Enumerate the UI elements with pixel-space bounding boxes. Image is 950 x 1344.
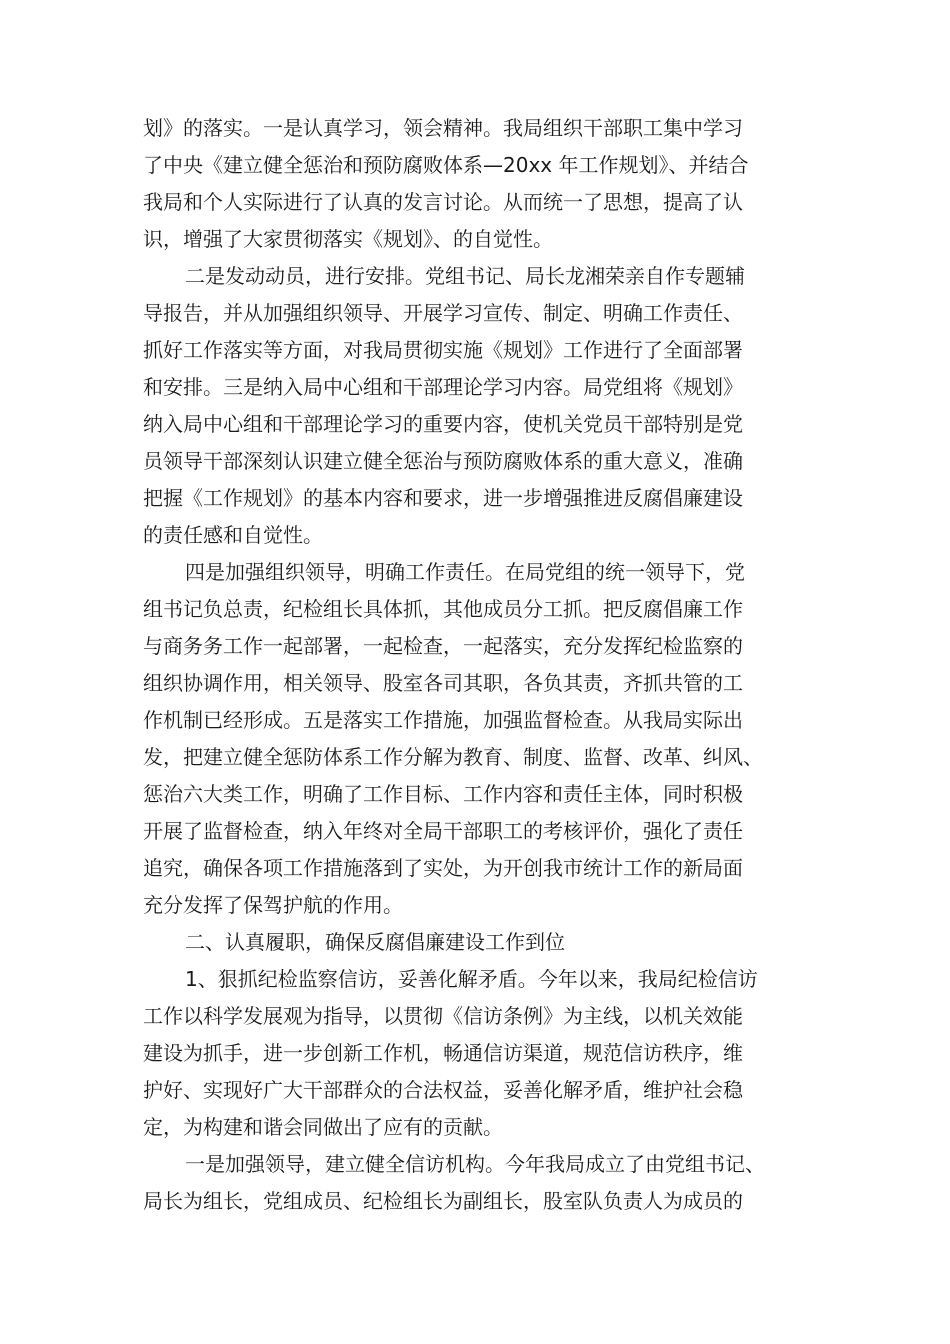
text-line: 导报告，并从加强组织领导、开展学习宣传、制定、明确工作责任、 [143,301,743,325]
text-line: 发，把建立健全惩防体系工作分解为教育、制度、监督、改革、纠风、 [143,745,763,769]
text-line: 一是加强领导，建立健全信访机构。今年我局成立了由党组书记、 [185,1152,765,1176]
text-line: 和安排。三是纳入局中心组和干部理论学习内容。局党组将《规划》 [143,375,743,399]
text-line: 员领导干部深刻认识建立健全惩治与预防腐败体系的重大意义，准确 [143,449,743,473]
text-line: 作机制已经形成。五是落实工作措施，加强监督检查。从我局实际出 [143,708,743,732]
text-line: 的责任感和自觉性。 [143,523,323,547]
text-line: 把握《工作规划》的基本内容和要求，进一步增强推进反腐倡廉建设 [143,486,743,510]
text-line: 建设为抓手，进一步创新工作机，畅通信访渠道，规范信访秩序，维 [143,1041,743,1065]
text-line: 追究，确保各项工作措施落到了实处，为开创我市统计工作的新局面 [143,856,743,880]
text-line: 护好、实现好广大干部群众的合法权益，妥善化解矛盾，维护社会稳 [143,1078,743,1102]
text-line: 纳入局中心组和干部理论学习的重要内容，使机关党员干部特别是党 [143,412,743,436]
text-line: 开展了监督检查，纳入年终对全局干部职工的考核评价，强化了责任 [143,819,743,843]
text-line: 二是发动动员，进行安排。党组书记、局长龙湘荣亲自作专题辅 [185,264,745,288]
text-line: 1、狠抓纪检监察信访，妥善化解矛盾。今年以来，我局纪检信访 [185,967,758,991]
text-line: 惩治六大类工作，明确了工作目标、工作内容和责任主体，同时积极 [143,782,743,806]
text-line: 组书记负总责，纪检组长具体抓，其他成员分工抓。把反腐倡廉工作 [143,597,743,621]
document-body [143,110,813,1220]
text-line: 组织协调作用，相关领导、股室各司其职，各负其责，齐抓共管的工 [143,671,743,695]
text-line: 划》的落实。一是认真学习，领会精神。我局组织干部职工集中学习 [143,116,743,140]
text-line: 充分发挥了保驾护航的作用。 [143,893,403,917]
text-line: 二、认真履职，确保反腐倡廉建设工作到位 [185,930,565,954]
text-line: 与商务务工作一起部署，一起检查，一起落实，充分发挥纪检监察的 [143,634,743,658]
text-line: 局长为组长，党组成员、纪检组长为副组长，股室队负责人为成员的 [143,1189,743,1213]
text-line: 识，增强了大家贯彻落实《规划》、的自觉性。 [143,227,553,251]
text-line: 抓好工作落实等方面，对我局贯彻实施《规划》工作进行了全面部署 [143,338,743,362]
text-line: 了中央《建立健全惩治和预防腐败体系—20xx 年工作规划》、并结合 [143,153,749,177]
text-line: 工作以科学发展观为指导，以贯彻《信访条例》为主线，以机关效能 [143,1004,743,1028]
text-line: 定，为构建和谐会同做出了应有的贡献。 [143,1115,503,1139]
text-line: 我局和个人实际进行了认真的发言讨论。从而统一了思想，提高了认 [143,190,743,214]
text-line: 四是加强组织领导，明确工作责任。在局党组的统一领导下，党 [185,560,745,584]
